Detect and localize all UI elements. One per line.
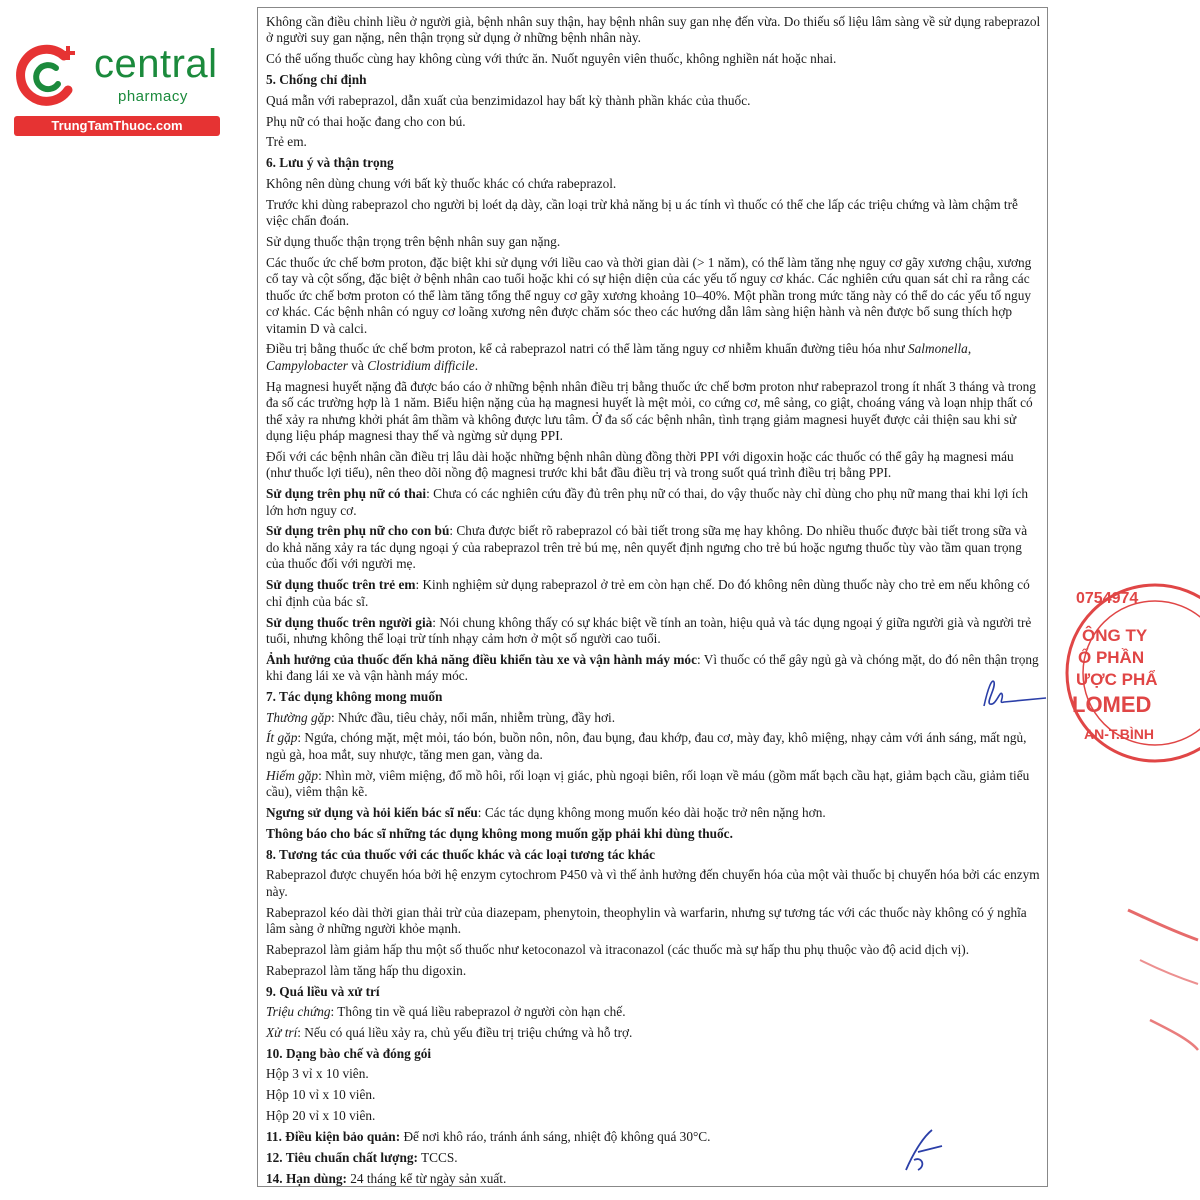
text-span: : Nếu có quá liều xảy ra, chủ yếu điều trị triệu chứng và hỗ trợ. [297, 1025, 633, 1041]
italic-lead: Ít gặp [266, 730, 298, 746]
bold-lead: 12. Tiêu chuẩn chất lượng: [266, 1149, 418, 1165]
paragraph [266, 523, 1041, 572]
stamp-text: Ổ PHẦN [1078, 648, 1145, 667]
paragraph [266, 577, 1041, 610]
text-span: : Nói chung không thấy có sự khác biệt về tính an toàn, hiệu quả và tác dụng ngoại ý giữa người già và người trẻ tuổi, nhưng không thể loại trừ tính nhạy cảm hơn ở một số người cao tuổi. [266, 614, 1032, 646]
stamp-text: 0754974 [1076, 590, 1139, 607]
text-span: , [967, 341, 972, 357]
section-heading-10: 10. Dạng bào chế và đóng gói [266, 1045, 432, 1061]
paragraph [266, 768, 1041, 801]
text-span: TCCS. [417, 1149, 458, 1165]
text-span: : Chưa có các nghiên cứu đầy đủ trên phụ nữ có thai, do vậy thuốc này chỉ dùng cho phụ nữ mang thai khi lợi ích lớn hơn nguy cơ. [266, 486, 1029, 518]
text-span: : Chưa được biết rõ rabeprazol có bài tiết trong sữa mẹ hay không. Do nhiều thuốc được bài tiết trong sữa và do khả năng xảy ra tác dụng ngoại ý của rabeprazol trên trẻ bú mẹ, nên quyết định ngưng cho trẻ bú hoặc ngưng thuốc tùy vào tầm quan trọng của thuốc đối với người mẹ. [266, 523, 1028, 572]
section-heading-5: 5. Chống chỉ định [266, 72, 367, 88]
text-span: : Nhìn mờ, viêm miệng, đổ mồ hôi, rối loạn vị giác, phù ngoại biên, rối loạn về máu (gồm mất bạch cầu hạt, giảm bạch cầu, giảm tiểu cầu), viêm thận kẽ. [266, 767, 1030, 800]
text-span: : Vì thuốc có thể gây ngủ gà và chóng mặt, do đó nên thận trọng khi đang lái xe và vận hành máy móc. [266, 651, 1039, 684]
text-span: và [347, 357, 368, 373]
bold-lead: Sử dụng trên phụ nữ cho con bú [266, 523, 450, 539]
section-heading-8: 8. Tương tác của thuốc với các thuốc khác và các loại tương tác khác [266, 846, 656, 862]
central-pharmacy-logo [10, 36, 220, 136]
text-span: : Kinh nghiệm sử dụng rabeprazol ở trẻ em còn hạn chế. Do đó không nên dùng thuốc này cho trẻ em nếu không có chỉ định của bác sĩ. [266, 577, 1030, 609]
text-span: : Các tác dụng không mong muốn kéo dài hoặc trở nên nặng hơn. [477, 805, 826, 821]
italic-lead: Xử trí [266, 1025, 298, 1041]
paragraph [266, 486, 1041, 519]
red-ink-mark-icon [1120, 900, 1200, 1070]
text-span: Để nơi khô ráo, tránh ánh sáng, nhiệt độ không quá 30°C. [400, 1129, 711, 1145]
paragraph: Phụ nữ có thai hoặc đang cho con bú. [266, 113, 466, 129]
text-span: : Thông tin về quá liều rabeprazol ở người còn hạn chế. [330, 1004, 626, 1020]
bold-lead: Sử dụng trên phụ nữ có thai [266, 486, 427, 502]
stamp-text: ƯỢC PHẨ [1076, 670, 1158, 689]
text-span: : Nhức đầu, tiêu chảy, nổi mẩn, nhiễm trùng, đầy hơi. [330, 709, 616, 725]
paragraph: Không cần điều chỉnh liều ở người già, bệnh nhân suy thận, hay bệnh nhân suy gan nhẹ đến vừa. Do thiếu số liệu lâm sàng về sử dụng rabeprazol ở người suy gan nặng, nên thận trọng sử dụng ở những bệnh nhân này. [266, 14, 1041, 46]
paragraph: Hạ magnesi huyết nặng đã được báo cáo ở những bệnh nhân điều trị bằng thuốc ức chế bơm proton như rabeprazol trong ít nhất 3 tháng và trong đa số các trường hợp là 1 năm. Biểu hiện nặng của hạ magnesi huyết là mệt mỏi, co cứng cơ, mê sảng, co giật, choáng váng và loạn nhịp thất có thể xảy ra nhưng khởi phát âm thầm và không được lưu tâm. Ở đa số các bệnh nhân, tình trạng giảm magnesi huyết được cải thiện sau khi sử dụng liệu pháp magnesi thay thế và ngừng sử dụng PPI. [266, 378, 1036, 443]
paragraph [266, 341, 1041, 374]
paragraph [266, 805, 1041, 821]
stamp-text: ÔNG TY [1082, 626, 1148, 645]
paragraph: Sử dụng thuốc thận trọng trên bệnh nhân suy gan nặng. [266, 233, 561, 249]
paragraph: Trẻ em. [266, 134, 307, 150]
paragraph [266, 730, 1041, 763]
signature-icon [896, 1126, 956, 1176]
italic-lead: Triệu chứng [266, 1004, 331, 1020]
paragraph: Hộp 3 vỉ x 10 viên. [266, 1066, 369, 1082]
company-stamp [1060, 578, 1200, 768]
organism-name: Campylobacter [266, 357, 348, 373]
section-heading-7: 7. Tác dụng không mong muốn [266, 689, 443, 705]
italic-lead: Thường gặp [266, 709, 331, 725]
paragraph: Hộp 10 vỉ x 10 viên. [266, 1087, 376, 1103]
text-span: : Ngứa, chóng mặt, mệt mỏi, táo bón, buồn nôn, nôn, đau bụng, đau khớp, đau cơ, mày đay, khô miệng, nhạy cảm với ánh sáng, mất ngủ, ngủ gà, hoa mắt, suy nhược, tăng men gan, vàng da. [266, 730, 1027, 762]
paragraph: Không nên dùng chung với bất kỳ thuốc khác có chứa rabeprazol. [266, 175, 617, 191]
organism-name: Salmonella [908, 341, 968, 357]
paragraph: Quá mẫn với rabeprazol, dẫn xuất của benzimidazol hay bất kỳ thành phần khác của thuốc. [266, 92, 751, 108]
paragraph [266, 710, 1041, 726]
bold-lead: 14. Hạn dùng: [266, 1170, 347, 1186]
bold-lead: Sử dụng thuốc trên người già [266, 614, 433, 630]
text-span: . [474, 357, 479, 373]
logo-site-banner: TrungTamThuoc.com [14, 116, 220, 136]
text-span: 24 tháng kể từ ngày sản xuất. [346, 1170, 507, 1186]
signature-icon [970, 668, 1050, 718]
paragraph [266, 1004, 1041, 1020]
paragraph: Các thuốc ức chế bơm proton, đặc biệt khi sử dụng với liều cao và thời gian dài (> 1 năm), có thể làm tăng nhẹ nguy cơ gãy xương chậu, xương cổ tay và cột sống, đặc biệt ở bệnh nhân cao tuổi hoặc khi có sự hiện diện của các yếu tố nguy cơ khác. Các nghiên cứu quan sát chỉ ra rằng các thuốc ức chế bơm proton có thể làm tăng tổng thể nguy cơ gãy xương khoảng 10–40%. Một phần trong mức tăng này có thể do các yếu tố nguy cơ khác. Các bệnh nhân có nguy cơ loãng xương nên được chăm sóc theo các hướng dẫn lâm sàng hiện hành và nên được bổ sung thích hợp vitamin D và calci. [266, 254, 1032, 336]
paragraph: Rabeprazol được chuyển hóa bởi hệ enzym cytochrom P450 và vì thế ảnh hưởng đến chuyển hóa của một vài thuốc bị chuyển hóa bởi các enzym này. [266, 867, 1040, 899]
section-heading-6: 6. Lưu ý và thận trọng [266, 155, 394, 171]
logo-brand-text: central [94, 42, 218, 86]
text-span: Điều trị bằng thuốc ức chế bơm proton, kể cả rabeprazol natri có thể làm tăng nguy cơ nhiễm khuẩn đường tiêu hóa như [266, 341, 908, 357]
paragraph: Trước khi dùng rabeprazol cho người bị loét dạ dày, cần loại trừ khả năng bị u ác tính vì thuốc có thể che lấp các triệu chứng và làm chậm trễ việc chẩn đoán. [266, 196, 1018, 229]
organism-name: Clostridium difficile [367, 357, 475, 373]
paragraph: Rabeprazol làm tăng hấp thu digoxin. [266, 962, 467, 978]
paragraph [266, 1025, 1041, 1041]
italic-lead: Hiếm gặp [266, 767, 319, 783]
stamp-text: AN-T.BÌNH [1084, 726, 1154, 742]
leaflet-page [257, 7, 1048, 1187]
bold-lead: Ngưng sử dụng và hỏi kiến bác sĩ nếu [266, 805, 478, 821]
bold-notice: Thông báo cho bác sĩ những tác dụng không mong muốn gặp phải khi dùng thuốc. [266, 825, 733, 841]
paragraph: Đối với các bệnh nhân cần điều trị lâu dài hoặc những bệnh nhân dùng đồng thời PPI với digoxin hoặc các thuốc có thể gây hạ magnesi máu (như thuốc lợi tiểu), nên theo dõi nồng độ magnesi trước khi bắt đầu điều trị và trong suốt quá trình điều trị bằng PPI. [266, 448, 1014, 481]
section-heading-9: 9. Quá liều và xử trí [266, 983, 380, 999]
paragraph: Rabeprazol kéo dài thời gian thải trừ của diazepam, phenytoin, theophylin và warfarin, nhưng sự tương tác với các thuốc này không có ý nghĩa lâm sàng ở những người khỏe mạnh. [266, 904, 1027, 936]
logo-sub-text: pharmacy [118, 88, 188, 105]
bold-lead: Ảnh hưởng của thuốc đến khả năng điều khiển tàu xe và vận hành máy móc [266, 651, 697, 667]
stamp-text: LOMED [1072, 692, 1152, 717]
paragraph [266, 826, 1041, 842]
central-logo-icon [12, 42, 82, 112]
bold-lead: 11. Điều kiện bảo quản: [266, 1129, 401, 1145]
paragraph: Hộp 20 vỉ x 10 viên. [266, 1108, 376, 1124]
bold-lead: Sử dụng thuốc trên trẻ em [266, 577, 416, 593]
paragraph: Có thể uống thuốc cùng hay không cùng với thức ăn. Nuốt nguyên viên thuốc, không nghiền nát hoặc nhai. [266, 51, 837, 67]
paragraph [266, 615, 1041, 648]
paragraph: Rabeprazol làm giảm hấp thu một số thuốc như ketoconazol và itraconazol (các thuốc mà sự hấp thu phụ thuộc vào độ acid dịch vị). [266, 941, 970, 957]
paragraph [266, 652, 1041, 685]
